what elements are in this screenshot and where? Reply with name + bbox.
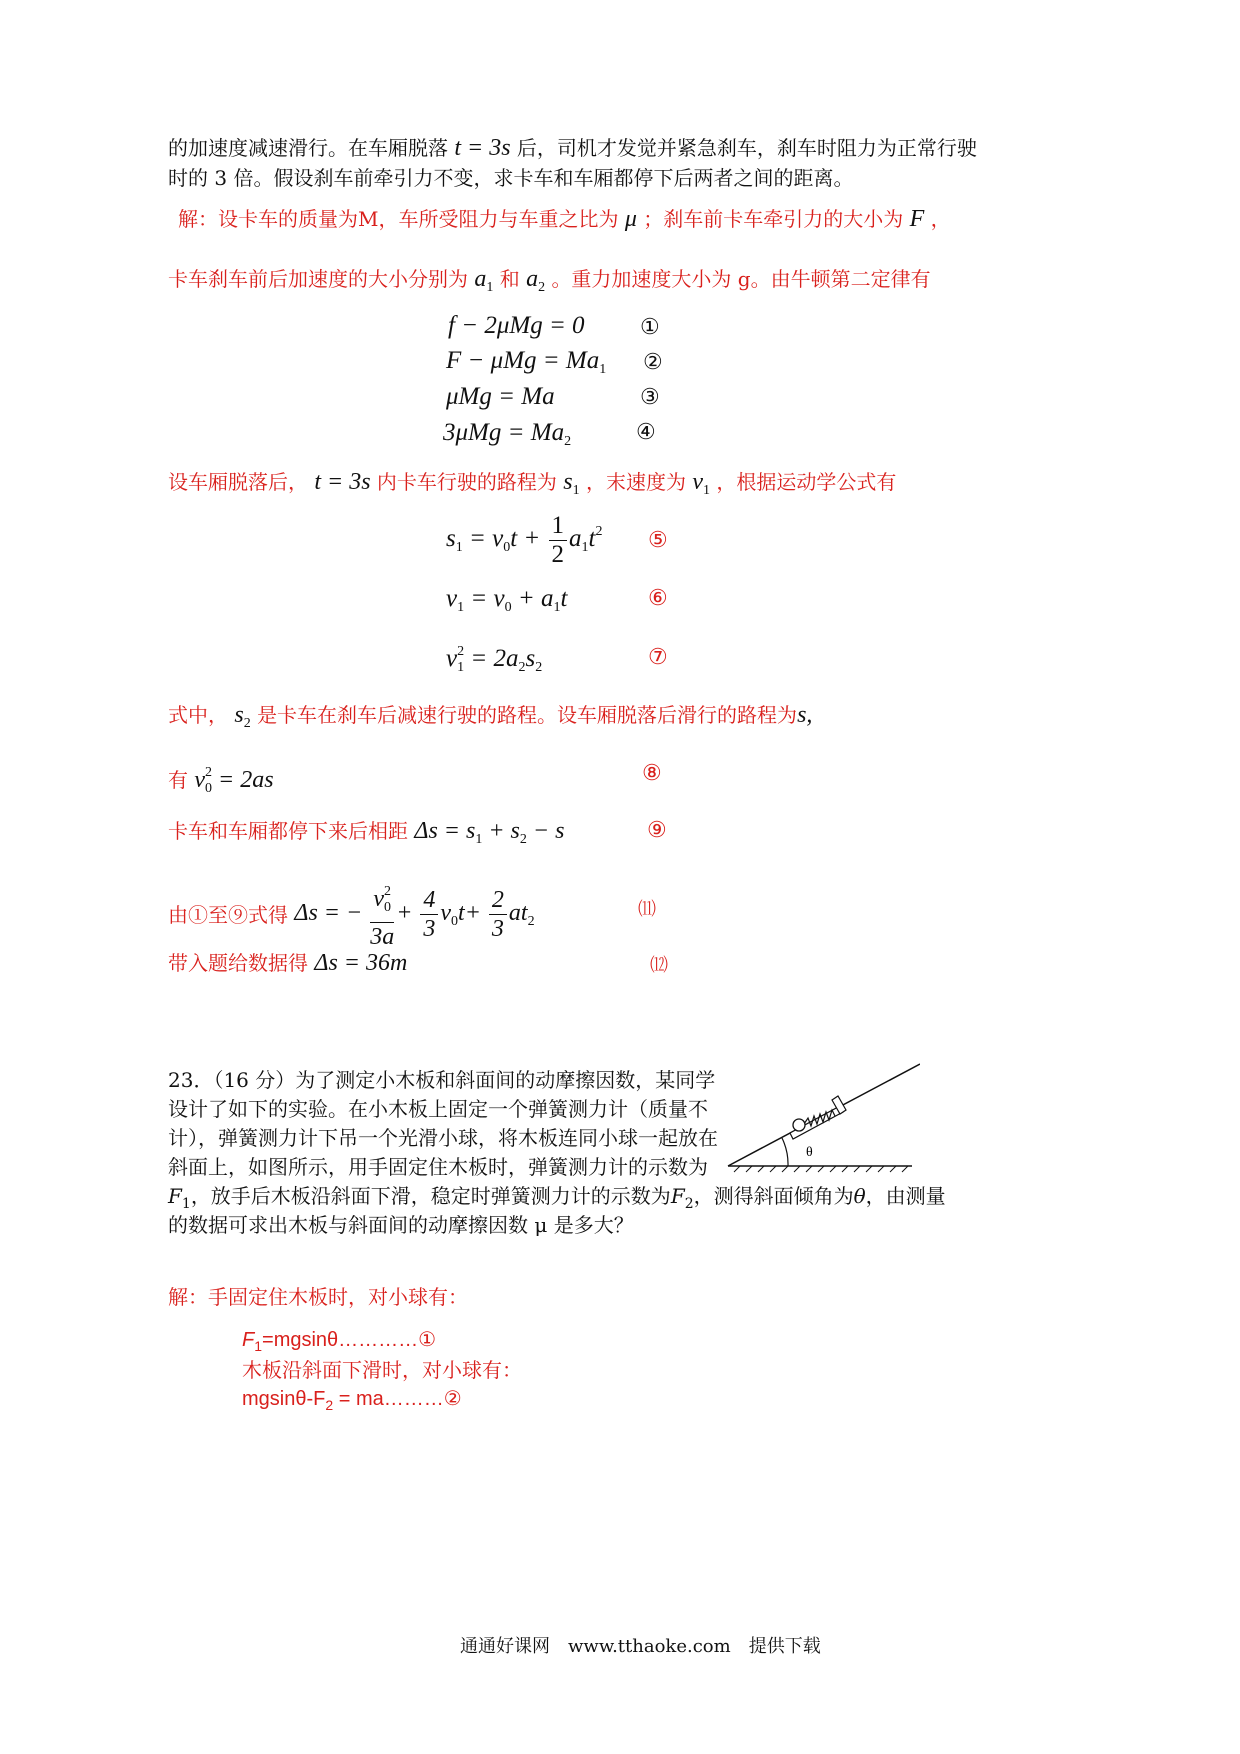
page-footer: 通通好课网 www.tthaoke.com 提供下载	[460, 1636, 821, 1657]
eq-number-7: ⑦	[648, 645, 668, 670]
problem23-line1: 23．（16 分）为了测定小木板和斜面间的动摩擦因数，某同学	[168, 1068, 716, 1092]
math-v1: $v_1$	[692, 469, 710, 498]
equation-6: $v_1 = v_0 + a_1t$	[446, 585, 568, 615]
eq-number-5: ⑤	[648, 528, 668, 553]
text: 和	[499, 267, 520, 291]
equation-11: 带入题给数据得 Δs = 36m	[168, 950, 408, 976]
solution22-line3	[168, 467, 896, 506]
equation-10: 由①至⑨式得 Δs = − $\frac{v^2_0}{3a}$ + $\frac{4}{3}$ $v_0t+$ $\frac{2}{3}$ $at_2$	[168, 878, 535, 952]
problem23-line3: 计），弹簧测力计下吊一个光滑小球，将木板连同小球一起放在	[168, 1126, 718, 1150]
eq-number-3: ③	[640, 385, 660, 410]
math-a2: $a_2$	[526, 266, 546, 295]
text: 卡车刹车前后加速度的大小分别为	[168, 267, 468, 291]
solution23-eq2: mgsinθ-$F_2$ = ma………②	[242, 1388, 462, 1413]
problem23-line5: $F_1$，放手后木板沿斜面下滑，稳定时弹簧测力计的示数为$F_2$，测得斜面倾角为θ，由测量	[168, 1184, 946, 1212]
problem23-line6: 的数据可求出木板与斜面间的动摩擦因数 μ 是多大？	[168, 1213, 634, 1237]
text: ，根据运动学公式有	[716, 470, 897, 494]
eq-number-1: ①	[640, 315, 660, 340]
eq-number-4: ④	[636, 420, 656, 445]
text: 内卡车行驶的路程为	[376, 470, 557, 494]
math-t: t = 3s	[454, 135, 511, 161]
math-mu: μ	[624, 206, 637, 232]
equation-1: f − 2μMg = 0	[448, 312, 585, 339]
solution22-line1	[178, 204, 951, 234]
eq-number-11: ⑿	[650, 955, 668, 976]
math-a1: $a_1$	[474, 266, 494, 295]
text: 后，司机才发觉并紧急刹车，刹车时阻力为正常行驶	[516, 136, 977, 160]
math-F: F	[909, 206, 925, 232]
problem23-line4: 斜面上，如图所示，用手固定住木板时，弹簧测力计的示数为	[168, 1155, 708, 1179]
math-s1: $s_1$	[563, 469, 580, 498]
solution23-heading: 解：手固定住木板时，对小球有：	[168, 1285, 468, 1309]
theta-label: θ	[806, 1145, 813, 1160]
eq-number-2: ②	[643, 350, 663, 375]
eq-number-9: ⑨	[647, 818, 667, 843]
text: 设车厢脱落后，	[168, 470, 308, 494]
equation-2: $F - \mu Mg = Ma_1$	[446, 347, 607, 377]
problem23-line2: 设计了如下的实验。在小木板上固定一个弹簧测力计（质量不	[168, 1097, 708, 1121]
text: ；刹车前卡车牵引力的大小为	[643, 207, 904, 231]
text: ，	[930, 207, 951, 231]
math-s2: $s_2$	[234, 702, 251, 731]
text: 的加速度减速滑行。在车厢脱落	[168, 136, 448, 160]
equation-7: $v^2_1 = 2a_2s_2$	[446, 644, 543, 675]
eq-number-8: ⑧	[642, 761, 662, 786]
text: ，末速度为	[585, 470, 686, 494]
equation-3: μMg = Ma	[446, 383, 555, 410]
incline-figure	[720, 1058, 920, 1178]
solution22-line2	[168, 264, 931, 303]
equation-4: $3\mu Mg = Ma_2$	[443, 419, 572, 449]
text: 解：设卡车的质量为M，车所受阻力与车重之比为	[178, 207, 619, 231]
solution23-eq1: $F_1=mgsin\theta\dots\dots\dots\dots ①$	[242, 1329, 437, 1354]
text: 。重力加速度大小为 g。由牛顿第二定律有	[551, 267, 931, 291]
math-s: s,	[797, 702, 813, 728]
equation-8: 有 $v^2_0 = 2as$	[168, 765, 274, 796]
text: 是卡车在刹车后减速行驶的路程。设车厢脱落后滑行的路程为	[257, 703, 798, 727]
equation-5: $s_1 = v_0t$ + $\frac{1}{2}$ $a_1t^2$	[446, 512, 603, 568]
solution22-line4	[168, 700, 812, 739]
text: 式中，	[168, 703, 228, 727]
math-t: t = 3s	[314, 469, 371, 495]
eq-number-10: ⑾	[638, 899, 656, 920]
problem22-line1	[168, 133, 977, 163]
equation-9: 卡车和车厢都停下来后相距 $\Delta s = s_1 + s_2 - s$	[168, 818, 565, 847]
eq-number-6: ⑥	[648, 586, 668, 611]
problem22-line2: 时的 3 倍。假设刹车前牵引力不变，求卡车和车厢都停下后两者之间的距离。	[168, 166, 854, 190]
solution23-line2: 木板沿斜面下滑时，对小球有：	[242, 1358, 522, 1382]
